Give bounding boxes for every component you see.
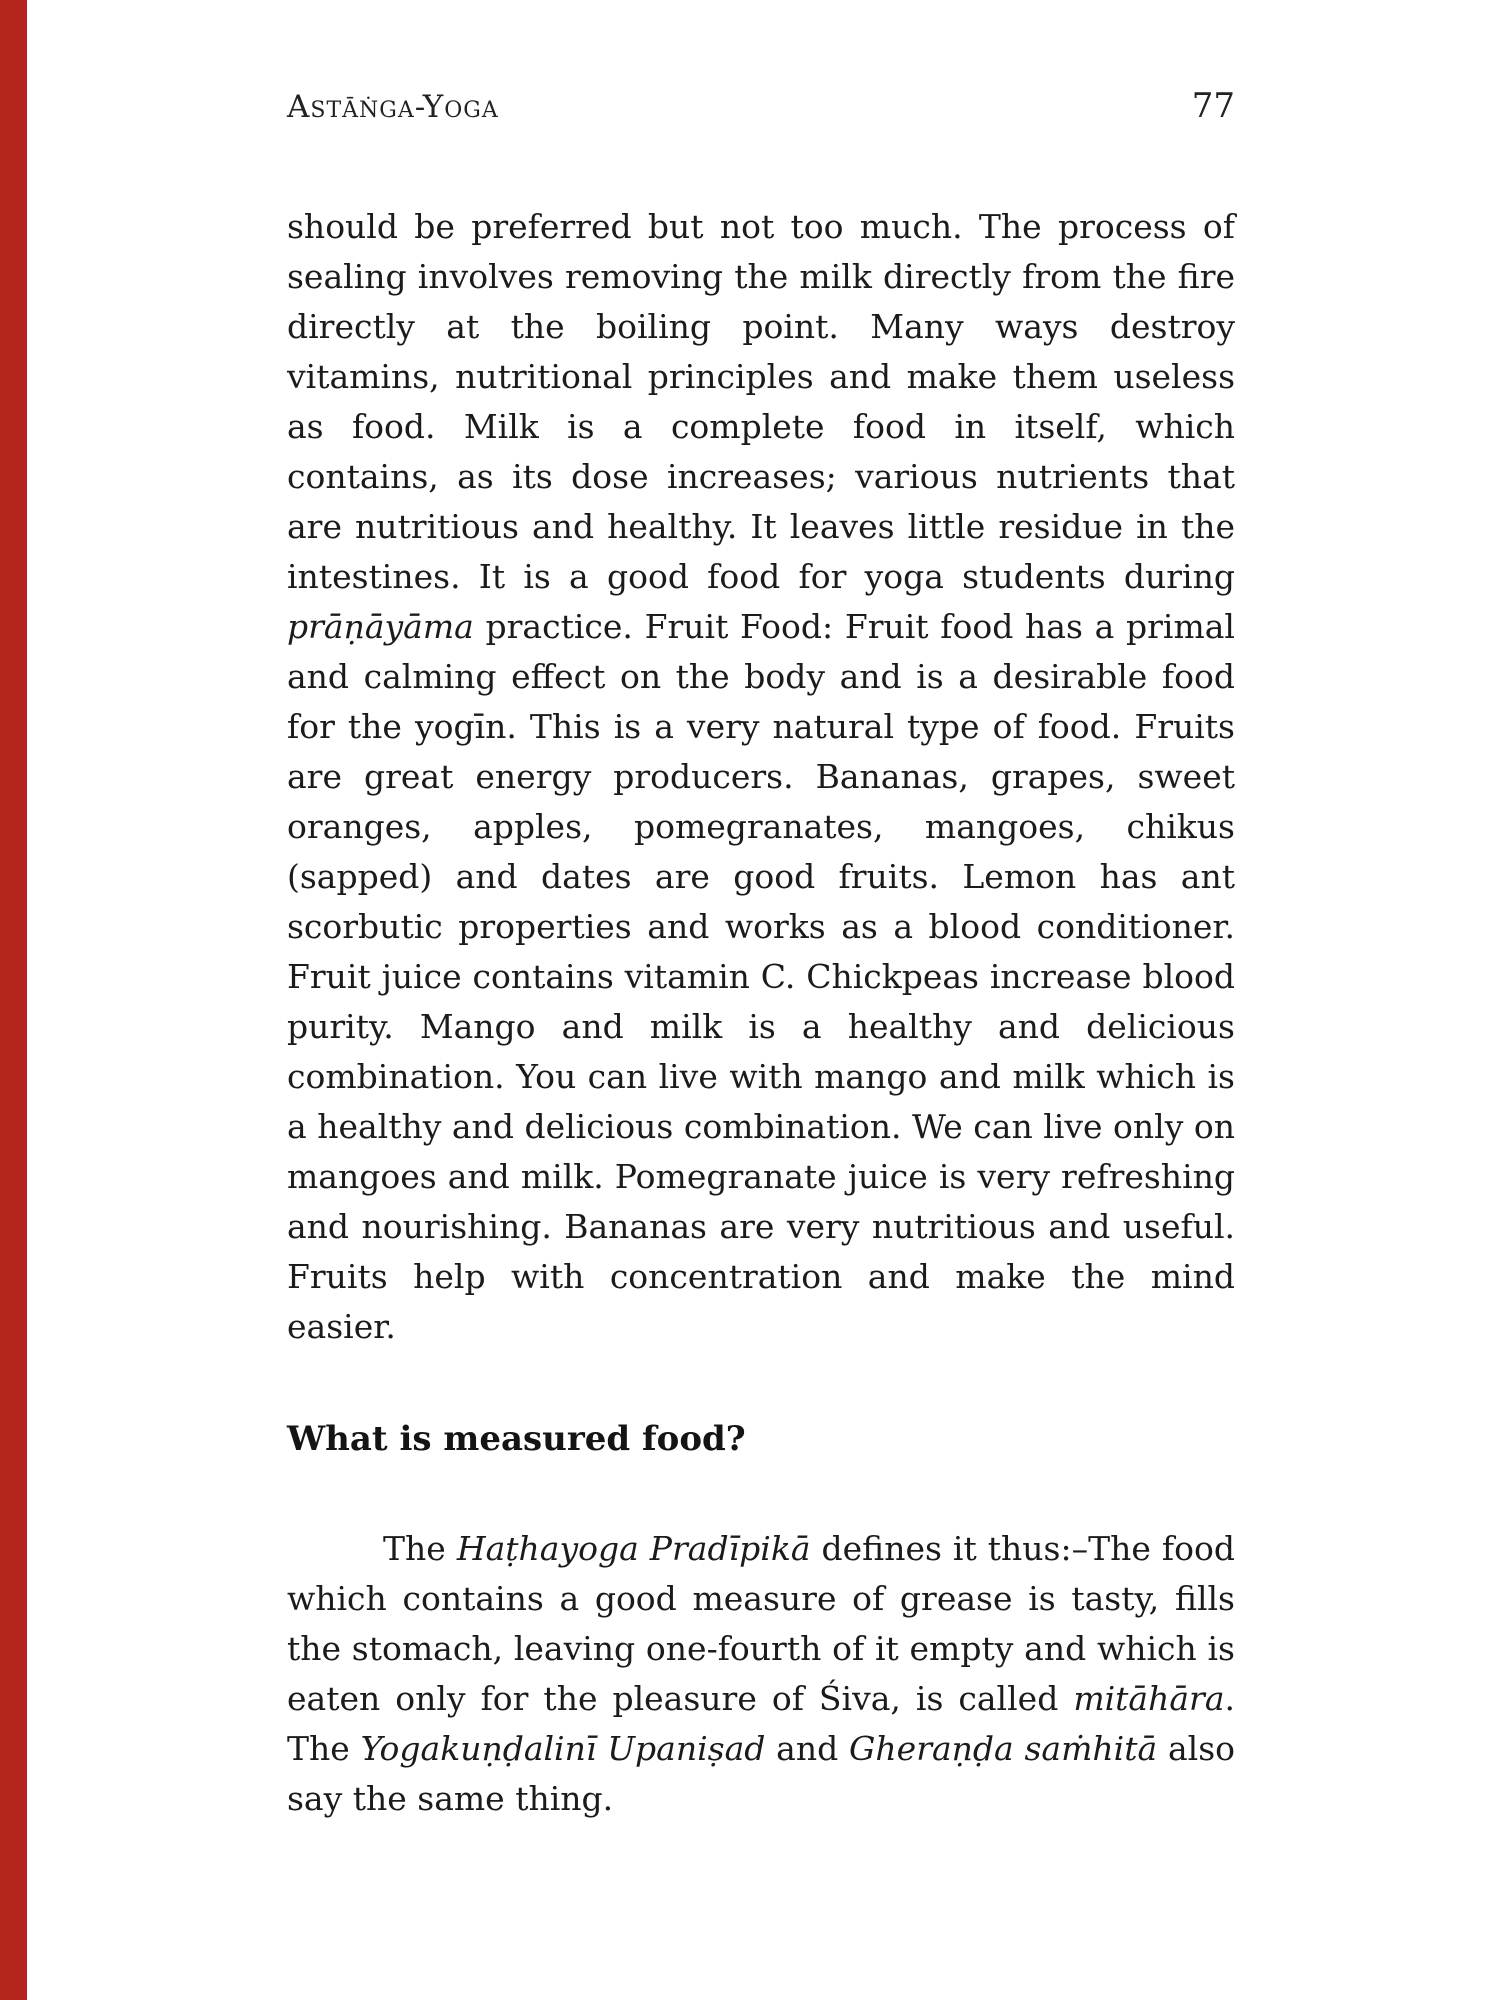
italic-term: Gheraṇḍa saṁhitā	[849, 1729, 1158, 1768]
italic-term: mitāhāra	[1073, 1679, 1225, 1718]
page-content	[287, 0, 1235, 1824]
text-run: defines it thus:–The food which contains a good measure of grease is tasty, fills the stomach, leaving one-fourth of it empty and which is eaten only for the pleasure of Śiva, is called	[287, 1529, 1235, 1718]
text-run: The	[383, 1529, 457, 1568]
italic-term: Yogakuṇḍalinī Upaniṣad	[360, 1729, 766, 1768]
page-edge-strip	[0, 0, 27, 2000]
text-run: practice. Fruit Food: Fruit food has a primal and calming effect on the body and is a desirable food for the yogīn. This is a very natural type of food. Fruits are great energy producers. Bananas, grapes, sweet oranges, apples, pomegranates, mangoes, chikus (sapped) and dates are good fruits. Lemon has ant scorbutic properties and works as a blood conditioner. Fruit juice contains vitamin C. Chickpeas increase blood purity. Mango and milk is a healthy and delicious combination. You can live with mango and milk which is a healthy and delicious combination. We can live only on mangoes and milk. Pomegranate juice is very refreshing and nourishing. Bananas are very nutritious and useful. Fruits help with concentration and make the mind easier.	[287, 607, 1235, 1346]
page-number: 77	[1191, 86, 1235, 126]
running-header	[287, 86, 1235, 126]
body-text	[287, 202, 1235, 1824]
text-run: also say the same thing.	[287, 1729, 1235, 1818]
italic-term: prāṇāyāma	[287, 607, 474, 646]
text-run: and	[765, 1729, 850, 1768]
section-heading: What is measured food?	[287, 1419, 746, 1459]
running-head-title: Astāṅga-Yoga	[287, 89, 499, 125]
text-run: . The	[287, 1679, 1235, 1768]
paragraph	[287, 202, 1235, 1352]
text-run: should be preferred but not too much. The process of sealing involves removing the milk directly from the fire directly at the boiling point. Many ways destroy vitamins, nutritional principles and make them useless as food. Milk is a complete food in itself, which contains, as its dose increases; various nutrients that are nutritious and healthy. It leaves little residue in the intestines. It is a good food for yoga students during	[287, 207, 1235, 596]
paragraph	[287, 1524, 1235, 1824]
italic-term: Haṭhayoga Pradīpikā	[456, 1529, 811, 1568]
